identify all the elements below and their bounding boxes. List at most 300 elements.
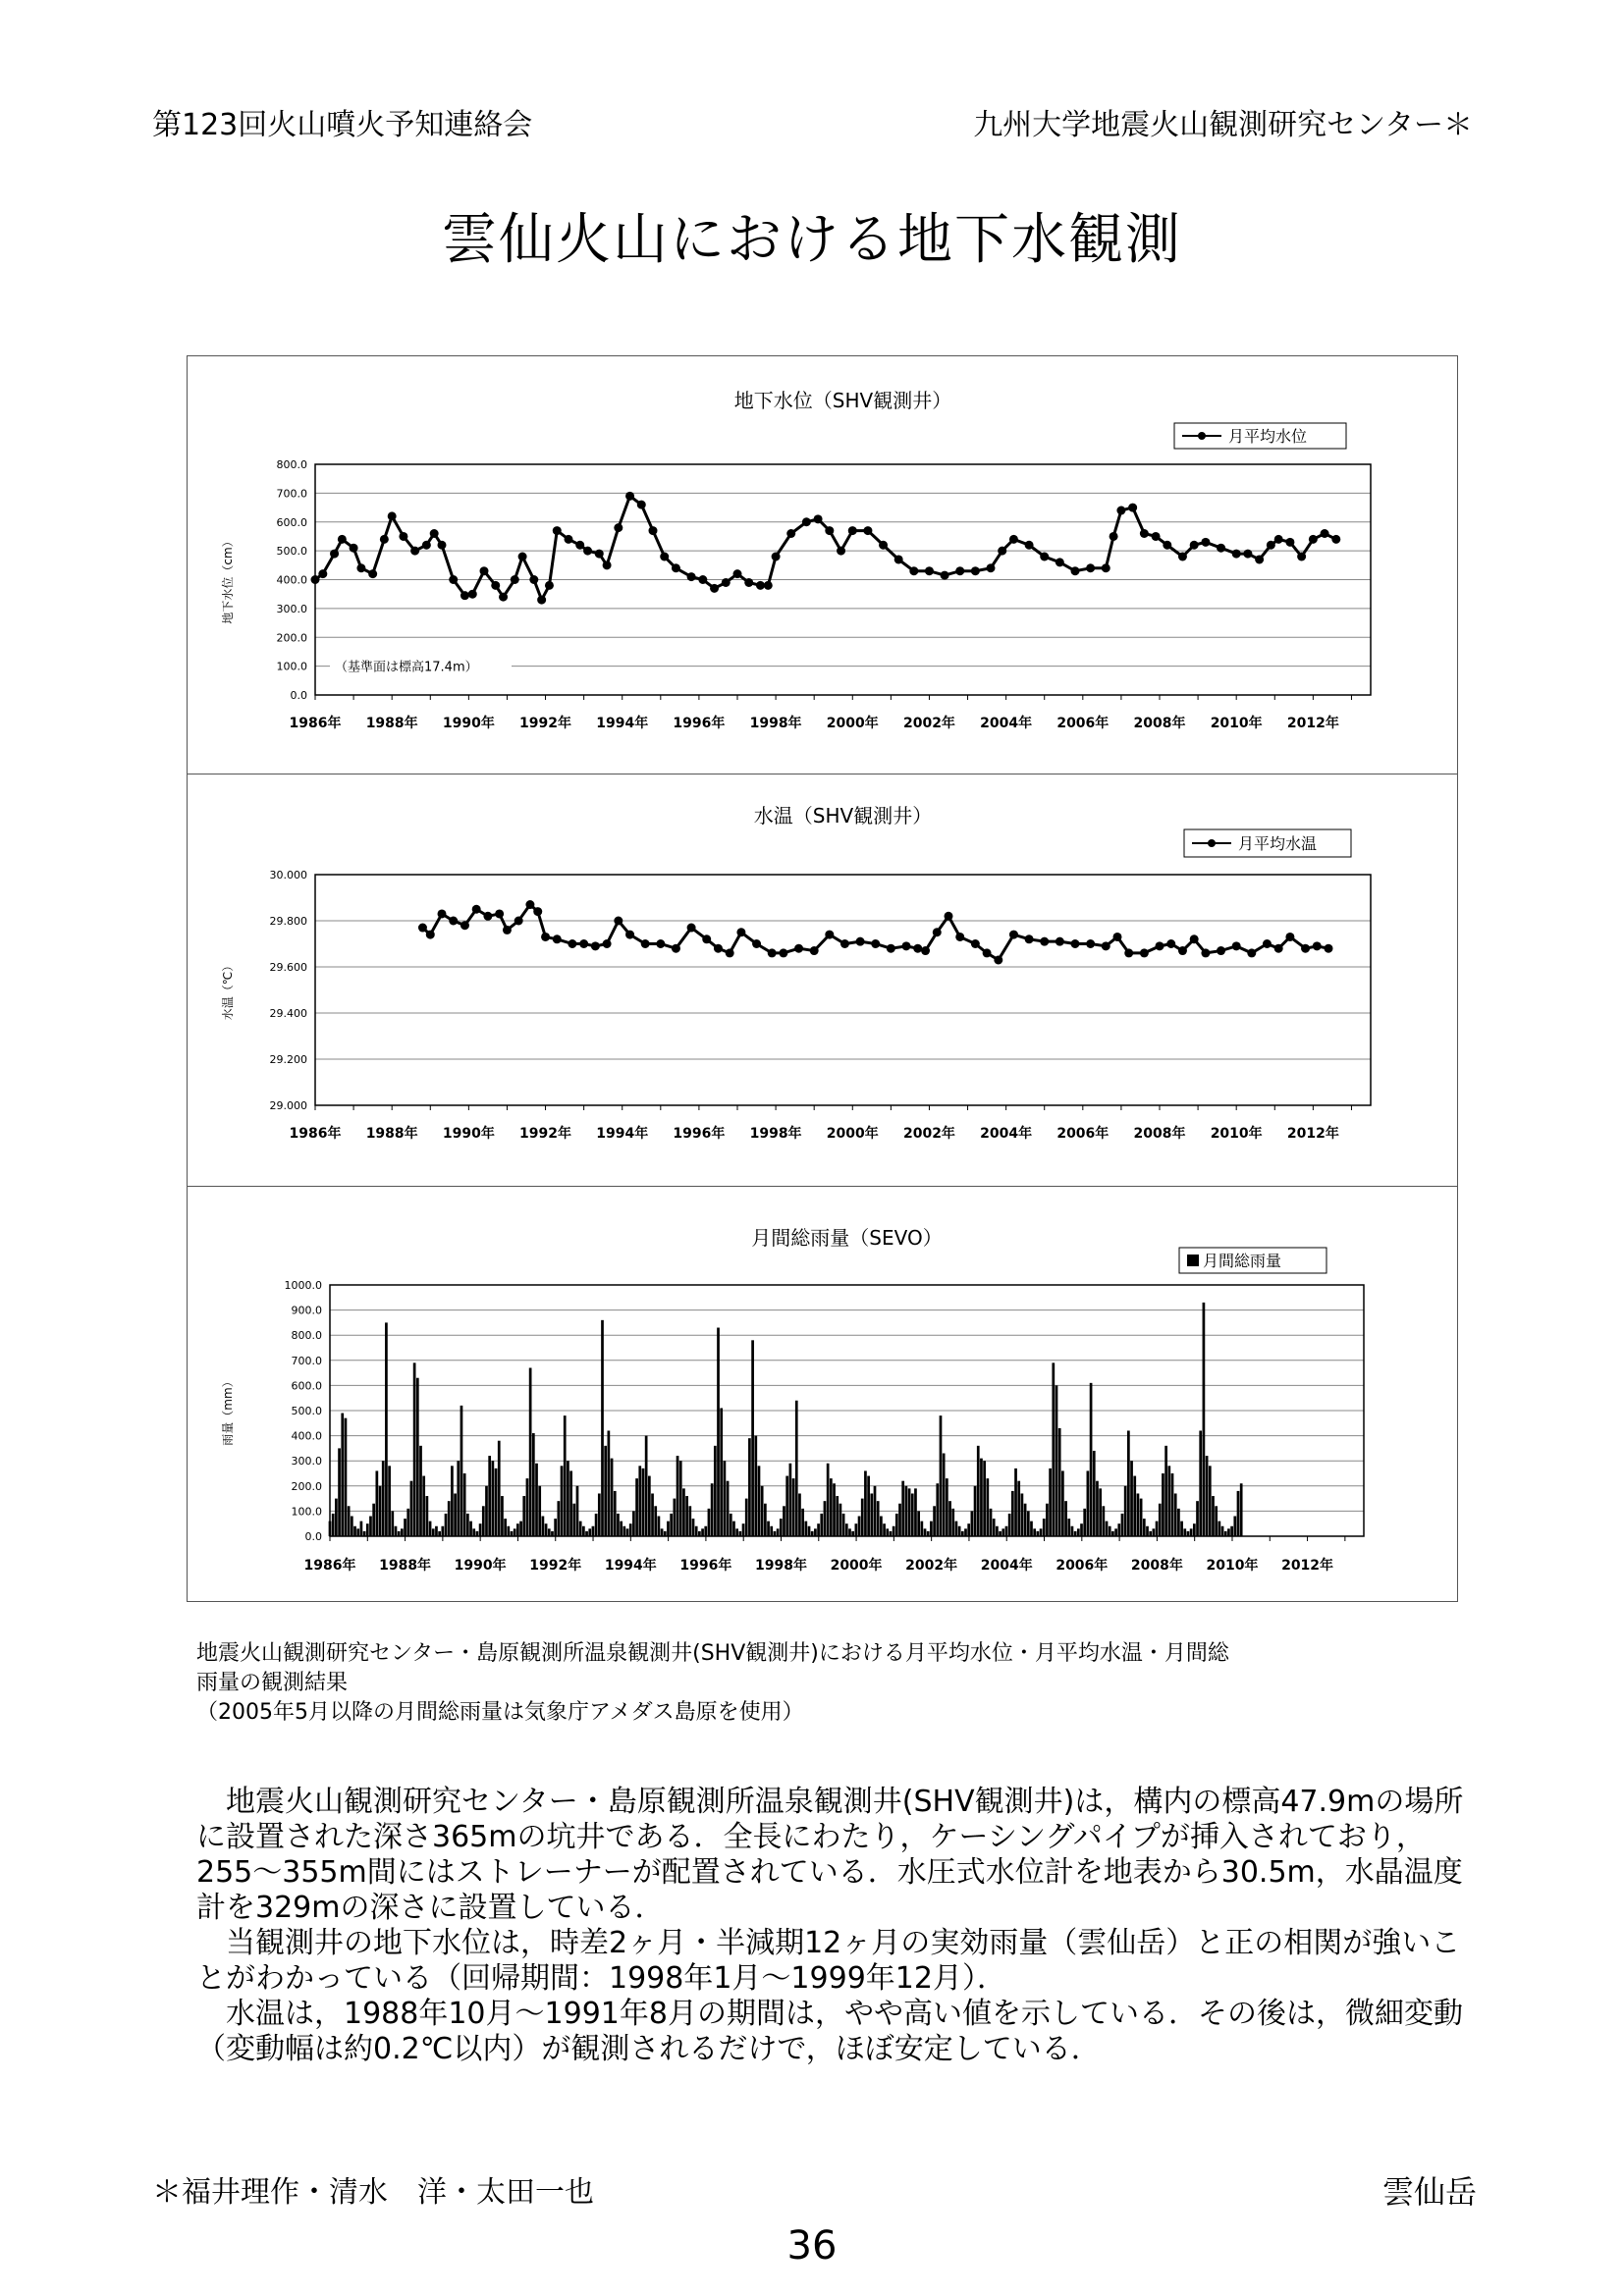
data-point bbox=[779, 948, 787, 957]
data-point bbox=[1243, 550, 1252, 559]
rain-bar bbox=[845, 1523, 848, 1536]
rain-bar bbox=[642, 1468, 645, 1536]
y-tick-label: 400.0 bbox=[276, 573, 307, 587]
data-point bbox=[537, 596, 546, 605]
data-point bbox=[468, 590, 477, 599]
rain-bar bbox=[901, 1481, 904, 1536]
rain-bar bbox=[410, 1481, 413, 1536]
data-point bbox=[449, 575, 458, 584]
rain-bar bbox=[348, 1506, 351, 1536]
rain-bar bbox=[1049, 1468, 1052, 1536]
rain-bar bbox=[366, 1523, 369, 1536]
x-tick-label: 2006年 bbox=[1056, 1558, 1109, 1574]
rain-bar bbox=[698, 1531, 701, 1536]
rain-bar bbox=[920, 1522, 923, 1536]
rain-bar bbox=[379, 1486, 382, 1536]
rain-bar bbox=[654, 1506, 657, 1536]
rain-bar bbox=[1043, 1519, 1046, 1536]
rain-bar bbox=[735, 1528, 738, 1536]
x-tick-label: 2008年 bbox=[1133, 716, 1186, 731]
rain-bar bbox=[532, 1433, 535, 1536]
rain-bar bbox=[980, 1459, 983, 1536]
rain-bar bbox=[564, 1415, 567, 1536]
rain-bar bbox=[645, 1436, 648, 1536]
data-point bbox=[1163, 541, 1171, 550]
data-point bbox=[483, 912, 492, 921]
rain-bar bbox=[964, 1528, 967, 1536]
rain-bar bbox=[817, 1523, 820, 1536]
rain-bar bbox=[482, 1506, 485, 1536]
rain-bar bbox=[999, 1531, 1001, 1536]
data-point bbox=[1274, 535, 1283, 544]
rain-bar bbox=[626, 1528, 629, 1536]
rain-bar bbox=[940, 1415, 943, 1536]
x-tick-label: 2010年 bbox=[1210, 716, 1263, 731]
rain-bar bbox=[1149, 1531, 1152, 1536]
rain-bar bbox=[714, 1446, 717, 1536]
x-tick-label: 2012年 bbox=[1286, 716, 1339, 731]
rain-bar bbox=[1183, 1528, 1186, 1536]
rain-bar bbox=[572, 1504, 575, 1536]
rain-bar bbox=[438, 1531, 441, 1536]
rain-bar bbox=[811, 1531, 814, 1536]
data-point bbox=[649, 526, 658, 535]
rain-bar bbox=[914, 1488, 917, 1536]
data-point bbox=[863, 526, 872, 535]
y-axis-label: 雨量（mm） bbox=[221, 1375, 235, 1446]
chart-title: 地下水位（SHV観測井） bbox=[733, 389, 952, 412]
x-tick-label: 1990年 bbox=[454, 1558, 507, 1574]
rain-bar bbox=[893, 1526, 895, 1536]
rain-bar bbox=[1087, 1470, 1090, 1536]
rain-bar bbox=[682, 1488, 685, 1536]
y-tick-label: 700.0 bbox=[291, 1354, 322, 1367]
rain-bar bbox=[742, 1523, 745, 1536]
rain-bar bbox=[1143, 1519, 1146, 1536]
y-tick-label: 30.000 bbox=[269, 869, 307, 881]
rain-bar bbox=[632, 1511, 635, 1536]
data-point bbox=[495, 909, 504, 918]
y-tick-label: 500.0 bbox=[291, 1405, 322, 1417]
y-tick-label: 100.0 bbox=[276, 660, 307, 673]
rain-bar bbox=[551, 1531, 554, 1536]
rain-bar bbox=[1233, 1517, 1236, 1536]
x-tick-label: 2000年 bbox=[826, 716, 879, 731]
y-tick-label: 800.0 bbox=[291, 1329, 322, 1343]
data-point bbox=[614, 523, 623, 532]
rain-bar bbox=[595, 1514, 598, 1536]
rain-bar bbox=[751, 1340, 754, 1536]
legend-label: 月平均水温 bbox=[1238, 834, 1318, 853]
rain-bar bbox=[329, 1522, 332, 1536]
rain-bar bbox=[1171, 1473, 1174, 1536]
y-tick-label: 1000.0 bbox=[284, 1279, 322, 1292]
figure-caption bbox=[196, 1639, 1473, 1728]
rain-bar bbox=[1140, 1499, 1143, 1536]
data-point bbox=[595, 550, 604, 559]
rain-bar bbox=[445, 1514, 448, 1536]
x-tick-label: 2000年 bbox=[830, 1558, 883, 1574]
x-tick-label: 1998年 bbox=[749, 716, 802, 731]
rain-bar bbox=[406, 1509, 409, 1536]
y-tick-label: 700.0 bbox=[276, 487, 307, 501]
rain-bar bbox=[748, 1438, 751, 1536]
rain-bar bbox=[827, 1464, 830, 1536]
rain-bar bbox=[413, 1362, 416, 1536]
y-tick-label: 29.000 bbox=[269, 1099, 307, 1112]
rain-bar bbox=[485, 1486, 488, 1536]
data-point bbox=[702, 934, 711, 943]
x-tick-label: 2006年 bbox=[1056, 1126, 1110, 1142]
rain-bar bbox=[1005, 1526, 1008, 1536]
rain-bar bbox=[576, 1486, 579, 1536]
rain-bar bbox=[1237, 1491, 1240, 1536]
data-point bbox=[786, 529, 795, 538]
data-point bbox=[1247, 948, 1256, 957]
x-tick-label: 1994年 bbox=[596, 716, 649, 731]
rain-bar bbox=[511, 1531, 514, 1536]
data-point bbox=[837, 547, 845, 556]
x-tick-label: 1988年 bbox=[365, 716, 418, 731]
rain-bar bbox=[664, 1531, 667, 1536]
rain-bar bbox=[1215, 1506, 1218, 1536]
rain-bar bbox=[777, 1528, 780, 1536]
rain-bar bbox=[608, 1430, 611, 1536]
rain-bar bbox=[767, 1522, 770, 1536]
data-point bbox=[1124, 948, 1133, 957]
rain-bar bbox=[785, 1476, 788, 1536]
data-point bbox=[1009, 931, 1018, 939]
x-tick-label: 1986年 bbox=[303, 1558, 356, 1574]
y-axis-label: 地下水位（cm） bbox=[221, 535, 235, 624]
data-point bbox=[568, 939, 576, 948]
rain-bar bbox=[1240, 1483, 1243, 1536]
rain-bar bbox=[685, 1496, 688, 1536]
rain-bar bbox=[1159, 1504, 1162, 1536]
rain-bar bbox=[1209, 1466, 1212, 1536]
x-tick-label: 1992年 bbox=[529, 1558, 582, 1574]
rain-bar bbox=[974, 1486, 977, 1536]
rain-bar bbox=[724, 1461, 727, 1536]
data-point bbox=[591, 941, 600, 950]
rain-bar bbox=[745, 1499, 748, 1536]
rain-bar bbox=[435, 1526, 438, 1536]
rain-bar bbox=[1061, 1470, 1064, 1536]
rain-bar bbox=[820, 1514, 823, 1536]
data-point bbox=[1166, 939, 1175, 948]
data-point bbox=[955, 566, 964, 575]
rain-bar bbox=[588, 1528, 591, 1536]
rain-bar bbox=[557, 1501, 560, 1536]
rain-bar bbox=[375, 1470, 378, 1536]
rain-bar bbox=[833, 1483, 836, 1536]
legend-marker bbox=[1208, 839, 1216, 847]
volcano-name: 雲仙岳 bbox=[1381, 2173, 1477, 2211]
x-tick-label: 1990年 bbox=[442, 716, 495, 731]
y-tick-label: 29.200 bbox=[269, 1053, 307, 1066]
rain-bar bbox=[582, 1526, 585, 1536]
x-tick-label: 1998年 bbox=[749, 1126, 802, 1142]
rain-bar bbox=[353, 1526, 356, 1536]
rain-bar bbox=[967, 1523, 970, 1536]
paragraph: 水温は，1988年10月〜1991年8月の期間は，やや高い値を示している．その後は，微細変動（変動幅は約0.2℃以内）が観測されるだけで，ほぼ安定している． bbox=[196, 1997, 1463, 2066]
rain-bar bbox=[1074, 1531, 1077, 1536]
rain-bar bbox=[983, 1461, 986, 1536]
rain-bar bbox=[472, 1528, 475, 1536]
rain-bar bbox=[1024, 1504, 1027, 1536]
data-point bbox=[814, 514, 823, 523]
series-line bbox=[422, 905, 1328, 960]
rain-bar bbox=[1080, 1523, 1083, 1536]
x-tick-label: 1988年 bbox=[379, 1558, 432, 1574]
x-tick-label: 2002年 bbox=[905, 1558, 958, 1574]
rain-bar bbox=[492, 1461, 495, 1536]
rain-bar bbox=[880, 1517, 883, 1536]
rain-bar bbox=[488, 1456, 491, 1536]
data-point bbox=[925, 566, 934, 575]
data-point bbox=[756, 581, 765, 590]
rain-bar bbox=[469, 1522, 472, 1536]
data-point bbox=[625, 492, 634, 501]
rain-bar bbox=[732, 1522, 735, 1536]
legend-marker bbox=[1198, 432, 1206, 440]
rain-bar bbox=[1127, 1430, 1130, 1536]
data-point bbox=[1140, 948, 1149, 957]
rain-bar bbox=[335, 1499, 338, 1536]
data-point bbox=[1040, 553, 1049, 561]
rain-bar bbox=[1030, 1522, 1033, 1536]
rain-bar bbox=[529, 1367, 532, 1536]
rain-bar bbox=[764, 1504, 767, 1536]
rain-bar bbox=[561, 1466, 564, 1536]
y-tick-label: 600.0 bbox=[276, 515, 307, 529]
rain-bar bbox=[620, 1522, 623, 1536]
rain-bar bbox=[638, 1466, 641, 1536]
rain-bar bbox=[429, 1522, 432, 1536]
rain-bar bbox=[993, 1519, 996, 1536]
data-point bbox=[687, 924, 696, 933]
rain-bar bbox=[971, 1511, 974, 1536]
rain-bar bbox=[1224, 1531, 1227, 1536]
data-point bbox=[744, 578, 753, 587]
rain-bar bbox=[398, 1531, 401, 1536]
data-point bbox=[710, 584, 719, 593]
data-point bbox=[1178, 946, 1187, 955]
rain-bar bbox=[895, 1514, 898, 1536]
rain-bar bbox=[933, 1506, 936, 1536]
body-text bbox=[196, 1785, 1473, 2067]
rain-bar bbox=[770, 1526, 773, 1536]
rain-bar bbox=[338, 1448, 341, 1536]
y-tick-label: 200.0 bbox=[291, 1479, 322, 1493]
rain-bar bbox=[635, 1478, 638, 1536]
rain-bar bbox=[604, 1446, 607, 1536]
rain-bar bbox=[943, 1454, 946, 1536]
y-tick-label: 29.400 bbox=[269, 1007, 307, 1020]
rain-bar bbox=[1037, 1531, 1040, 1536]
rain-bar bbox=[936, 1483, 939, 1536]
rain-bar bbox=[1099, 1488, 1102, 1536]
data-point bbox=[1140, 529, 1149, 538]
rain-bar bbox=[460, 1406, 463, 1536]
caption-line: 雨量の観測結果 bbox=[196, 1671, 349, 1695]
data-point bbox=[1113, 933, 1122, 941]
data-point bbox=[1232, 550, 1241, 559]
x-tick-label: 1994年 bbox=[596, 1126, 649, 1142]
rain-bar bbox=[948, 1501, 951, 1536]
page-title: 雲仙火山における地下水観測 bbox=[442, 208, 1182, 272]
data-point bbox=[687, 572, 696, 581]
data-point bbox=[1071, 566, 1080, 575]
x-tick-label: 1986年 bbox=[289, 716, 342, 731]
rain-bar bbox=[874, 1486, 877, 1536]
data-point bbox=[848, 526, 857, 535]
data-point bbox=[1102, 941, 1110, 950]
rain-bar bbox=[830, 1478, 833, 1536]
x-tick-label: 2008年 bbox=[1130, 1558, 1183, 1574]
rain-bar bbox=[441, 1526, 444, 1536]
baseline-note: （基準面は標高17.4m） bbox=[335, 660, 478, 675]
rain-bar bbox=[708, 1509, 711, 1536]
data-point bbox=[438, 541, 447, 550]
rain-bar bbox=[463, 1473, 466, 1536]
rain-bar bbox=[677, 1456, 679, 1536]
rain-bar bbox=[623, 1526, 625, 1536]
rain-bar bbox=[1106, 1522, 1109, 1536]
rain-bar bbox=[535, 1464, 538, 1536]
data-point bbox=[894, 555, 903, 563]
rain-bar bbox=[548, 1528, 551, 1536]
rain-bar bbox=[688, 1506, 691, 1536]
y-tick-label: 29.600 bbox=[269, 961, 307, 974]
data-point bbox=[583, 547, 592, 556]
data-point bbox=[955, 933, 964, 941]
rain-bar bbox=[385, 1322, 388, 1536]
rain-bar bbox=[1227, 1528, 1230, 1536]
rain-bar bbox=[1014, 1468, 1017, 1536]
rain-bar bbox=[404, 1519, 406, 1536]
rain-bar bbox=[986, 1478, 989, 1536]
rain-bar bbox=[1164, 1446, 1167, 1536]
data-point bbox=[545, 581, 554, 590]
rain-bar bbox=[592, 1526, 595, 1536]
rain-bar bbox=[1206, 1456, 1209, 1536]
y-tick-label: 200.0 bbox=[276, 631, 307, 645]
data-point bbox=[330, 550, 339, 559]
rain-bar bbox=[369, 1517, 372, 1536]
rain-bar bbox=[401, 1528, 404, 1536]
rain-bar bbox=[670, 1514, 673, 1536]
rain-bar bbox=[839, 1504, 842, 1536]
data-point bbox=[945, 912, 953, 921]
x-tick-label: 2004年 bbox=[980, 1558, 1033, 1574]
rain-bar bbox=[1174, 1493, 1177, 1536]
rain-bar bbox=[382, 1461, 385, 1536]
rain-bar bbox=[1008, 1514, 1011, 1536]
data-point bbox=[660, 553, 669, 561]
rain-bar bbox=[996, 1526, 999, 1536]
data-point bbox=[518, 553, 527, 561]
rain-bar bbox=[514, 1528, 516, 1536]
rain-bar bbox=[701, 1528, 704, 1536]
data-point bbox=[1086, 939, 1095, 948]
rain-bar bbox=[629, 1523, 632, 1536]
rain-bar bbox=[363, 1531, 366, 1536]
x-tick-label: 1998年 bbox=[755, 1558, 807, 1574]
data-point bbox=[810, 946, 819, 955]
rain-bar bbox=[727, 1481, 730, 1536]
rain-bar bbox=[1102, 1506, 1105, 1536]
y-tick-label: 900.0 bbox=[291, 1304, 322, 1317]
data-point bbox=[722, 578, 731, 587]
rain-bar bbox=[814, 1528, 817, 1536]
data-point bbox=[1217, 946, 1225, 955]
data-point bbox=[553, 526, 562, 535]
rain-bar bbox=[730, 1514, 732, 1536]
rain-bar bbox=[1133, 1476, 1136, 1536]
data-point bbox=[879, 541, 888, 550]
data-point bbox=[575, 541, 584, 550]
y-axis-label: 水温（℃） bbox=[221, 959, 235, 1021]
rain-bar bbox=[1083, 1509, 1086, 1536]
rain-bar bbox=[501, 1496, 504, 1536]
rain-bar bbox=[842, 1514, 845, 1536]
data-point bbox=[625, 931, 634, 939]
data-point bbox=[656, 939, 665, 948]
legend-swatch bbox=[1187, 1255, 1199, 1266]
data-point bbox=[1274, 944, 1283, 953]
data-point bbox=[1325, 944, 1333, 953]
rain-bar bbox=[507, 1526, 510, 1536]
rain-bar bbox=[1193, 1523, 1196, 1536]
rain-bar bbox=[667, 1522, 670, 1536]
data-point bbox=[1263, 939, 1272, 948]
data-point bbox=[1201, 538, 1210, 547]
chart-title: 水温（SHV観測井） bbox=[753, 804, 933, 828]
rain-bar bbox=[1027, 1511, 1030, 1536]
data-point bbox=[318, 569, 327, 578]
x-tick-label: 1996年 bbox=[673, 1126, 726, 1142]
x-tick-label: 2004年 bbox=[980, 1126, 1033, 1142]
rain-bar bbox=[360, 1522, 363, 1536]
rain-bar bbox=[717, 1328, 720, 1536]
rain-bar bbox=[911, 1493, 914, 1536]
rain-bar bbox=[977, 1446, 980, 1536]
data-point bbox=[887, 944, 895, 953]
data-point bbox=[736, 928, 745, 936]
rain-bar bbox=[426, 1496, 429, 1536]
data-point bbox=[579, 939, 588, 948]
rain-bar bbox=[848, 1528, 851, 1536]
rain-bar bbox=[1230, 1526, 1233, 1536]
rain-bar bbox=[569, 1470, 572, 1536]
data-point bbox=[825, 526, 834, 535]
rain-bar bbox=[601, 1320, 604, 1536]
rain-bar bbox=[836, 1496, 839, 1536]
rain-bar bbox=[651, 1493, 654, 1536]
data-point bbox=[794, 944, 803, 953]
x-tick-label: 1996年 bbox=[679, 1558, 732, 1574]
data-point bbox=[1152, 532, 1161, 541]
rain-bar bbox=[1064, 1501, 1067, 1536]
data-point bbox=[1178, 553, 1187, 561]
data-point bbox=[426, 931, 435, 939]
rain-bar bbox=[1218, 1522, 1221, 1536]
data-point bbox=[565, 535, 573, 544]
rain-bar bbox=[798, 1493, 801, 1536]
data-point bbox=[449, 917, 458, 926]
rain-bar bbox=[1117, 1523, 1120, 1536]
